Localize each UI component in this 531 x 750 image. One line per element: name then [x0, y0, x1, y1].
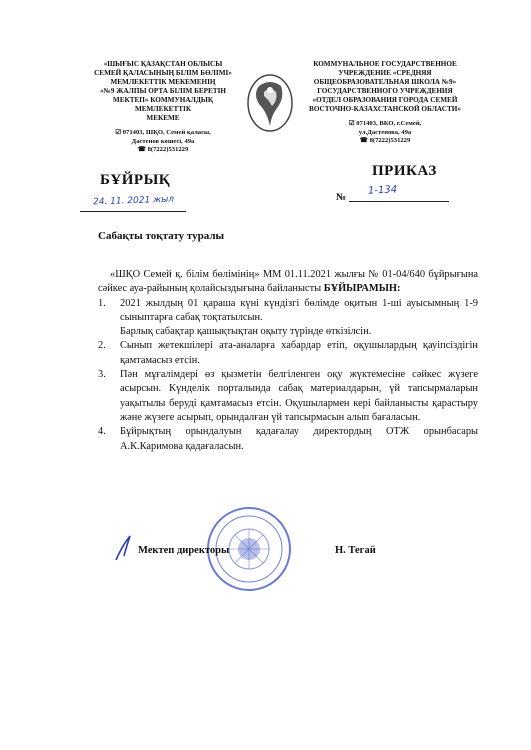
header-left-street: Дастенов көшесі, 49а — [131, 137, 195, 145]
header-left-line: МЕКТЕП» КОММУНАЛДЫҚ МЕМЛЕКЕТТІК — [112, 96, 214, 113]
item-number: 4. — [98, 426, 106, 438]
list-item — [98, 425, 478, 454]
item-text: 2021 жылдың 01 қараша күні күндізгі бөлімде оқитын 1-ші ауысымның 1-9 сыныптарға сабақ тоқтатылсын. — [120, 297, 478, 323]
header-right-line: КОММУНАЛЬНОЕ ГОСУДАРСТВЕННОЕ — [313, 60, 457, 68]
header-right-line: ОБЩЕОБРАЗОВАТЕЛЬНАЯ ШКОЛА №9» — [313, 78, 457, 86]
item-number: 3. — [98, 369, 106, 381]
list-item — [98, 297, 478, 340]
signature-title: Мектеп директоры — [138, 545, 230, 556]
header-left-line: МЕМЛЕКЕТТІК МЕКЕМЕНІҢ — [110, 78, 216, 86]
header-left-contact — [88, 129, 238, 155]
number-underline — [349, 200, 449, 202]
header-right-line: ГОСУДАРСТВЕННОГО УЧРЕЖДЕНИЯ — [317, 87, 453, 95]
item-number: 2. — [98, 340, 106, 352]
header-left-line: «№9 ЖАЛПЫ ОРТА БІЛІМ БЕРЕТІН — [100, 87, 226, 95]
header-left-line: СЕМЕЙ ҚАЛАСЫНЫҢ БІЛІМ БӨЛІМІ» — [94, 69, 232, 77]
header-right-line: ВОСТОЧНО-КАЗАХСТАНСКОЙ ОБЛАСТИ» — [309, 105, 461, 113]
header-right-contact — [300, 120, 470, 146]
school-logo-icon — [245, 72, 295, 134]
item-text: Бұйрықтың орындалуын қадағалау директордың ОТЖ орынбасары А.К.Каримова қадағаласын. — [120, 426, 478, 452]
list-item — [98, 339, 478, 368]
item-text: Сынып жетекшілері ата-аналарға хабардар етіп, оқушылардың қауіпсіздігін қамтамасыз етсін. — [120, 340, 478, 366]
date-handwritten: 24. 11. 2021 жыл — [92, 194, 175, 208]
intro-bold: БҰЙЫРАМЫН: — [323, 283, 401, 295]
order-body — [98, 268, 478, 454]
header-left-line: «ШЫҒЫС ҚАЗАҚСТАН ОБЛЫСЫ — [103, 60, 223, 68]
header-left-line: МЕКЕМЕ — [146, 114, 180, 122]
title-ru: ПРИКАЗ — [372, 163, 437, 179]
number-label: № — [336, 192, 347, 203]
header-right-ru — [300, 60, 470, 146]
list-item — [98, 368, 478, 425]
order-subject: Сабақты тоқтату туралы — [98, 230, 225, 242]
order-items — [98, 297, 478, 454]
header-left-kz — [88, 60, 238, 155]
header-right-line: «ОТДЕЛ ОБРАЗОВАНИЯ ГОРОДА СЕМЕЙ — [312, 96, 458, 104]
header-right-address: ☑ 071403, ВКО, г.Семей, — [348, 120, 422, 127]
header-left-phone: ☎ 8(7222)531229 — [137, 146, 189, 153]
signature-name: Н. Тегай — [335, 545, 376, 556]
header-left-address: ☑ 071403, ШҚО, Семей қаласы, — [115, 129, 211, 136]
header-right-street: ул.Дастенова, 49а — [358, 128, 412, 136]
item-extra: Барлық сабақтар қашықтықтан оқыту түрінде өткізілсін. — [120, 326, 372, 338]
intro-text: «ШҚО Семей қ. білім бөлімінің» ММ 01.11.2021 жылғы № 01-04/640 бұйрығына сәйкес ауа-райының қолайсыздығына байланысты — [98, 269, 478, 295]
intro-paragraph — [98, 268, 478, 297]
header-right-phone: ☎ 8(7222)531229 — [359, 137, 411, 144]
item-number: 1. — [98, 297, 106, 309]
title-kz: БҰЙРЫҚ — [100, 172, 171, 188]
number-handwritten: 1-134 — [367, 184, 398, 197]
header-right-line: УЧРЕЖДЕНИЕ «СРЕДНЯЯ — [338, 69, 432, 77]
item-text: Пән мұғалімдері өз қызметін белгіленген оқу жүктемесіне сәйкес жүзеге асырсын. Күнделік порталында сабақ материалдарын, үй тапсырмаларын уақытылы беруді қамтамасыз етсін. Оқушылармен кері байланысты қарастыру және жүзеге асырып, орындалған үй тапсырмасын алып бағаласын. — [120, 369, 478, 423]
